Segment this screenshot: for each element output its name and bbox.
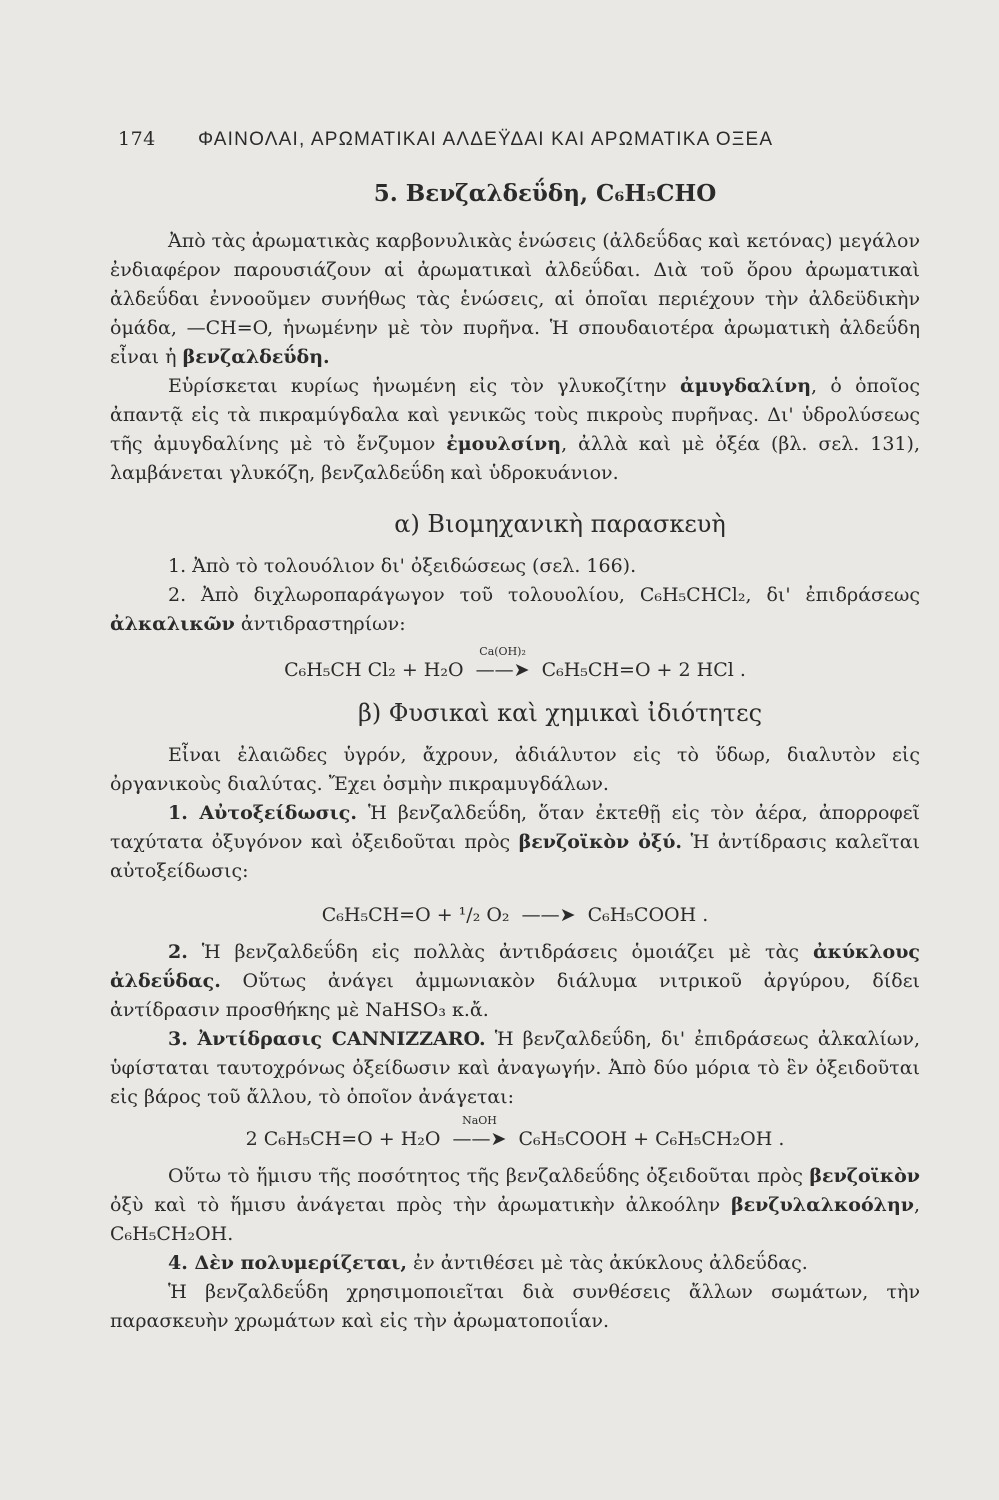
eq3-arrow: NaOH ——➤ [452, 1114, 507, 1150]
running-title: ΦΑΙΝΟΛΑΙ, ΑΡΩΜΑΤΙΚΑΙ ΑΛΔΕΫΔΑΙ ΚΑΙ ΑΡΩΜΑΤΙΚΑ ΟΞΕΑ [198, 129, 774, 150]
cannizzaro-explanation: Οὕτω τὸ ἥμισυ τῆς ποσότητος τῆς βενζαλδεΰδης ὀξειδοῦται πρὸς βενζοϊκὸν ὀξὺ καὶ τὸ ἥμισυ ἀνάγεται πρὸς τὴν ἀρωματικὴν ἀλκοόλην βενζυλαλκοόλην, C₆H₅CH₂OH. [110, 1165, 920, 1245]
equation-2 [110, 904, 920, 926]
eq2-arrow: ——➤ [521, 904, 576, 926]
properties-paragraph: Εἶναι ἐλαιῶδες ὑγρόν, ἄχρουν, ἀδιάλυτον εἰς τὸ ὕδωρ, διαλυτὸν εἰς ὀργανικοὺς διαλύτας. Ἔχει ὀσμὴν πικραμυγδάλων. [110, 744, 920, 795]
industrial-heading: α) Βιομηχανικὴ παρασκευὴ [394, 510, 726, 538]
eq2-left: C₆H₅CH=O + ¹/₂ O₂ [321, 904, 510, 926]
industrial-item-2: 2. Ἀπὸ διχλωροπαράγωγον τοῦ τολουολίου, C₆H₅CHCl₂, δι' ἐπιδράσεως ἀλκαλικῶν ἀντιδραστηρίων: [110, 584, 920, 635]
equation-1 [110, 645, 920, 681]
industrial-item-1: 1. Ἀπὸ τὸ τολουόλιον δι' ὀξειδώσεως (σελ. 166). [168, 555, 637, 577]
section-title: 5. Βενζαλδεΰδη, C₆H₅CHO [373, 180, 717, 207]
page-content [110, 180, 920, 1336]
intro-paragraph-1: Ἀπὸ τὰς ἀρωματικὰς καρβονυλικὰς ἑνώσεις (ἀλδεΰδας καὶ κετόνας) μεγάλον ἐνδιαφέρον παρουσιάζουν αἱ ἀρωματικαὶ ἀλδεΰδαι. Διὰ τοῦ ὅρου ἀρωματικαὶ ἀλδεΰδαι ἐννοοῦμεν συνήθως τὰς ἑνώσεις, αἱ ὁποῖαι περιέχουν τὴν ἀλδεϋδικὴν ὁμάδα, —CH=O, ἡνωμένην μὲ τὸν πυρῆνα. Ἡ σπουδαιοτέρα ἀρωματικὴ ἀλδεΰδη εἶναι ἡ βενζαλδεΰδη. [110, 230, 921, 368]
eq3-reagent: NaOH [462, 1114, 497, 1127]
equation-3 [110, 1114, 920, 1150]
eq1-reagent: Ca(OH)₂ [479, 645, 526, 658]
properties-heading: β) Φυσικαὶ καὶ χημικαὶ ἰδιότητες [357, 699, 763, 727]
property-item-3: 3. Ἀντίδρασις CANNIZZARO. Ἡ βενζαλδεΰδη, δι' ἐπιδράσεως ἀλκαλίων, ὑφίσταται ταυτοχρόνως ὀξείδωσιν καὶ ἀναγωγήν. Ἀπὸ δύο μόρια τὸ ἓν ὀξειδοῦται εἰς βάρος τοῦ ἄλλου, τὸ ὁποῖον ἀνάγεται: [110, 1028, 920, 1108]
page-number: 174 [118, 128, 156, 150]
term-amygdalin: ἀμυγδαλίνη [679, 375, 812, 397]
eq2-right: C₆H₅COOH . [587, 904, 709, 926]
property-item-1: 1. Αὐτοξείδωσις. Ἡ βενζαλδεΰδη, ὅταν ἐκτεθῇ εἰς τὸν ἀέρα, ἀπορροφεῖ ταχύτατα ὀξυγόνον καὶ ὀξειδοῦται πρὸς βενζοϊκὸν ὀξύ. Ἡ ἀντίδρασις καλεῖται αὐτοξείδωσις: [110, 802, 920, 882]
page-header [118, 128, 838, 151]
property-item-2: 2. Ἡ βενζαλδεΰδη εἰς πολλὰς ἀντιδράσεις ὁμοιάζει μὲ τὰς ἀκύκλους ἀλδεΰδας. Οὕτως ἀνάγει ἀμμωνιακὸν διάλυμα νιτρικοῦ ἀργύρου, δίδει ἀντίδρασιν προσθήκης μὲ NaHSO₃ κ.ἄ. [110, 941, 920, 1021]
eq1-right: C₆H₅CH=O + 2 HCl . [541, 659, 746, 681]
uses-paragraph: Ἡ βενζαλδεΰδη χρησιμοποιεῖται διὰ συνθέσεις ἄλλων σωμάτων, τὴν παρασκευὴν χρωμάτων καὶ εἰς τὴν ἀρωματοποιΐαν. [110, 1281, 920, 1332]
intro-paragraph-2: Εὑρίσκεται κυρίως ἡνωμένη εἰς τὸν γλυκοζίτην ἀμυγδαλίνη, ὁ ὁποῖος ἀπαντᾷ εἰς τὰ πικραμύγδαλα καὶ γενικῶς τοὺς πικροὺς πυρῆνας. Δι' ὑδρολύσεως τῆς ἀμυγδαλίνης μὲ τὸ ἔνζυμον ἐμουλσίνη, ἀλλὰ καὶ μὲ ὀξέα (βλ. σελ. 131), λαμβάνεται γλυκόζη, βενζαλδεΰδη καὶ ὑδροκυάνιον. [110, 375, 920, 484]
eq3-right: C₆H₅COOH + C₆H₅CH₂OH . [518, 1128, 785, 1150]
eq1-arrow: Ca(OH)₂ ——➤ [475, 645, 530, 681]
property-item-4: 4. Δὲν πολυμερίζεται, ἐν ἀντιθέσει μὲ τὰς ἀκύκλους ἀλδεΰδας. [168, 1252, 808, 1274]
term-benzaldehyde: βενζαλδεΰδη. [182, 346, 330, 368]
eq1-left: C₆H₅CH Cl₂ + H₂O [284, 659, 464, 681]
eq3-left: 2 C₆H₅CH=O + H₂O [245, 1128, 441, 1150]
term-emulsin: ἐμουλσίνη [446, 433, 562, 455]
